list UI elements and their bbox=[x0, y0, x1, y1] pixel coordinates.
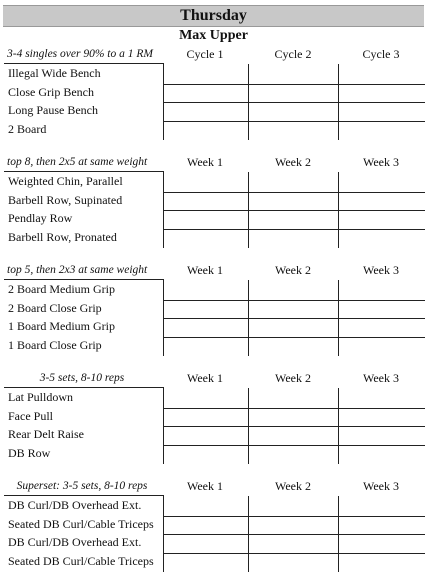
column-header: Week 3 bbox=[362, 155, 400, 169]
log-cell[interactable] bbox=[339, 426, 423, 443]
log-cell[interactable] bbox=[164, 173, 247, 190]
column-header: Week 1 bbox=[186, 371, 224, 385]
exercise-name: 2 Board bbox=[8, 121, 47, 136]
log-cell[interactable] bbox=[339, 229, 423, 246]
log-cell[interactable] bbox=[249, 318, 337, 335]
column-header: Week 2 bbox=[274, 479, 312, 493]
log-cell[interactable] bbox=[164, 534, 247, 551]
log-cell[interactable] bbox=[249, 534, 337, 551]
log-cell[interactable] bbox=[249, 300, 337, 317]
exercise-name: DB Row bbox=[8, 445, 51, 460]
log-cell[interactable] bbox=[249, 65, 337, 82]
column-header: Week 1 bbox=[186, 263, 224, 277]
log-cell[interactable] bbox=[164, 337, 247, 354]
log-cell[interactable] bbox=[249, 121, 337, 138]
log-cell[interactable] bbox=[249, 389, 337, 406]
exercise-name: Illegal Wide Bench bbox=[8, 66, 101, 80]
header-underline bbox=[4, 63, 164, 64]
log-cell[interactable] bbox=[164, 192, 247, 209]
section-header: 3-4 singles over 90% to a 1 RM bbox=[7, 48, 153, 60]
log-cell[interactable] bbox=[249, 516, 337, 533]
log-cell[interactable] bbox=[339, 173, 423, 190]
log-cell[interactable] bbox=[249, 426, 337, 443]
log-cell[interactable] bbox=[164, 445, 247, 462]
log-cell[interactable] bbox=[164, 426, 247, 443]
log-cell[interactable] bbox=[164, 516, 247, 533]
section-header: top 8, then 2x5 at same weight bbox=[7, 156, 148, 168]
log-cell[interactable] bbox=[249, 173, 337, 190]
log-cell[interactable] bbox=[164, 281, 247, 298]
section-header: Superset: 3-5 sets, 8-10 reps bbox=[16, 480, 148, 492]
log-cell[interactable] bbox=[339, 102, 423, 119]
column-header: Week 2 bbox=[274, 371, 312, 385]
exercise-name: Seated DB Curl/Cable Triceps bbox=[8, 516, 154, 531]
exercise-name: Weighted Chin, Parallel bbox=[8, 174, 123, 188]
log-cell[interactable] bbox=[339, 497, 423, 514]
log-cell[interactable] bbox=[249, 281, 337, 298]
column-header: Cycle 3 bbox=[362, 47, 400, 61]
log-cell[interactable] bbox=[249, 337, 337, 354]
log-cell[interactable] bbox=[339, 445, 423, 462]
exercise-name: DB Curl/DB Overhead Ext. bbox=[8, 498, 142, 512]
log-cell[interactable] bbox=[164, 121, 247, 138]
log-cell[interactable] bbox=[164, 497, 247, 514]
log-cell[interactable] bbox=[249, 229, 337, 246]
log-cell[interactable] bbox=[249, 553, 337, 570]
log-cell[interactable] bbox=[164, 553, 247, 570]
log-cell[interactable] bbox=[339, 534, 423, 551]
column-header: Week 2 bbox=[274, 155, 312, 169]
exercise-name: Lat Pulldown bbox=[8, 390, 73, 404]
log-cell[interactable] bbox=[339, 121, 423, 138]
log-cell[interactable] bbox=[339, 281, 423, 298]
log-cell[interactable] bbox=[249, 102, 337, 119]
exercise-name: 1 Board Close Grip bbox=[8, 337, 102, 352]
column-header: Week 3 bbox=[362, 263, 400, 277]
log-cell[interactable] bbox=[164, 84, 247, 101]
exercise-name: DB Curl/DB Overhead Ext. bbox=[8, 535, 142, 549]
log-cell[interactable] bbox=[164, 408, 247, 425]
exercise-name: 1 Board Medium Grip bbox=[8, 319, 115, 333]
exercise-name: 2 Board Close Grip bbox=[8, 300, 102, 315]
exercise-name: Barbell Row, Supinated bbox=[8, 192, 123, 207]
log-cell[interactable] bbox=[339, 84, 423, 101]
page-subtitle: Max Upper bbox=[179, 28, 248, 43]
header-underline bbox=[4, 279, 164, 280]
log-cell[interactable] bbox=[339, 300, 423, 317]
exercise-name: Pendlay Row bbox=[8, 211, 73, 225]
exercise-name: Long Pause Bench bbox=[8, 103, 98, 117]
log-cell[interactable] bbox=[164, 318, 247, 335]
log-cell[interactable] bbox=[164, 229, 247, 246]
log-cell[interactable] bbox=[249, 192, 337, 209]
log-cell[interactable] bbox=[249, 408, 337, 425]
exercise-name: Barbell Row, Pronated bbox=[8, 229, 117, 244]
exercise-name: Rear Delt Raise bbox=[8, 427, 84, 441]
header-underline bbox=[4, 495, 164, 496]
column-header: Week 2 bbox=[274, 263, 312, 277]
column-header: Cycle 1 bbox=[186, 47, 224, 61]
log-cell[interactable] bbox=[249, 445, 337, 462]
log-cell[interactable] bbox=[164, 102, 247, 119]
log-cell[interactable] bbox=[339, 516, 423, 533]
log-cell[interactable] bbox=[164, 389, 247, 406]
log-cell[interactable] bbox=[164, 300, 247, 317]
log-cell[interactable] bbox=[339, 337, 423, 354]
column-header: Week 3 bbox=[362, 371, 400, 385]
log-cell[interactable] bbox=[339, 389, 423, 406]
log-cell[interactable] bbox=[249, 84, 337, 101]
column-header: Week 3 bbox=[362, 479, 400, 493]
section-header: top 5, then 2x3 at same weight bbox=[7, 264, 148, 276]
exercise-name: Face Pull bbox=[8, 408, 53, 423]
header-underline bbox=[4, 171, 164, 172]
log-cell[interactable] bbox=[164, 210, 247, 227]
page-title: Thursday bbox=[180, 7, 247, 24]
exercise-name: Seated DB Curl/Cable Triceps bbox=[8, 553, 154, 568]
log-cell[interactable] bbox=[339, 408, 423, 425]
section-header: 3-5 sets, 8-10 reps bbox=[39, 372, 125, 384]
column-header: Week 1 bbox=[186, 479, 224, 493]
log-cell[interactable] bbox=[249, 210, 337, 227]
log-cell[interactable] bbox=[339, 318, 423, 335]
header-underline bbox=[4, 387, 164, 388]
log-cell[interactable] bbox=[164, 65, 247, 82]
log-cell[interactable] bbox=[339, 65, 423, 82]
column-header: Cycle 2 bbox=[274, 47, 312, 61]
exercise-name: 2 Board Medium Grip bbox=[8, 282, 115, 296]
log-cell[interactable] bbox=[249, 497, 337, 514]
log-cell[interactable] bbox=[339, 553, 423, 570]
log-cell[interactable] bbox=[339, 192, 423, 209]
day-title-bar bbox=[3, 5, 424, 27]
exercise-name: Close Grip Bench bbox=[8, 84, 94, 99]
log-cell[interactable] bbox=[339, 210, 423, 227]
column-header: Week 1 bbox=[186, 155, 224, 169]
